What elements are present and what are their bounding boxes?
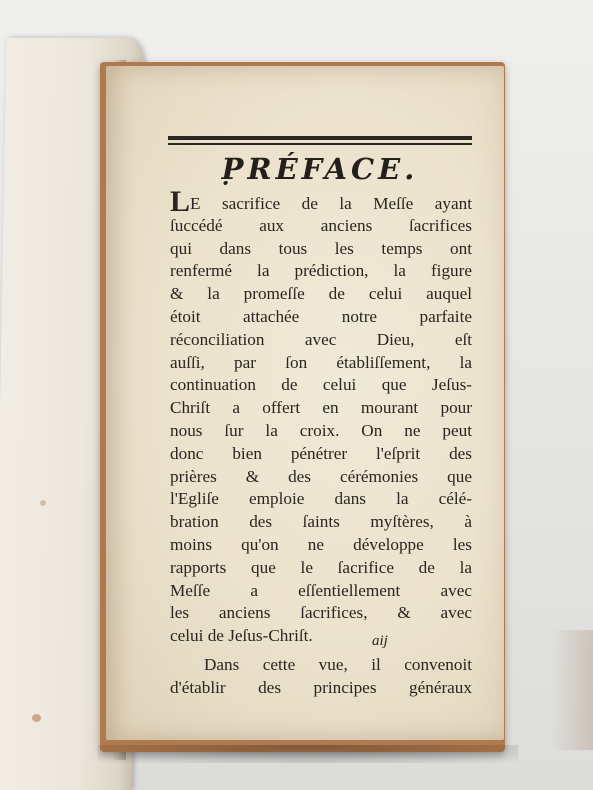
foxing-spot: [40, 500, 46, 506]
text-line: réconciliation avec Dieu, eſt: [170, 329, 472, 349]
text-line: qui dans tous les temps ont: [170, 238, 472, 258]
signature-mark: aij: [372, 633, 388, 649]
header-rule-thick: [168, 136, 472, 140]
text-line: LE sacrifice de la Meſſe ayant: [170, 185, 472, 218]
text-line: donc bien pénétrer l'eſprit des: [170, 443, 472, 463]
text-line: ſuccédé aux anciens ſacrifices: [170, 215, 472, 235]
text-line: d'établir des principes généraux: [170, 677, 472, 697]
text-line: renfermé la prédiction, la figure: [170, 261, 472, 281]
text-line: nous ſur la croix. On ne peut: [170, 420, 472, 440]
text-line: continuation de celui que Jeſus-: [170, 375, 472, 395]
text-line: auſſi, par ſon établiſſement, la: [170, 352, 472, 372]
text-line: Meſſe a eſſentiellement avec: [170, 580, 472, 600]
text-line: bration des ſaints myſtères, à: [170, 512, 472, 532]
text-line: les anciens ſacrifices, & avec: [170, 603, 472, 623]
body-text: [170, 185, 472, 700]
text-line: & la promeſſe de celui auquel: [170, 284, 472, 304]
header-rule-thin: [168, 143, 472, 145]
text-line: moins qu'on ne développe les: [170, 534, 472, 554]
book-shadow: [98, 745, 518, 763]
page-title: P̣RÉFACE.: [221, 152, 419, 186]
text-line: celui de Jeſus-Chriſt.: [170, 626, 313, 646]
text-line: Chriſt a offert en mourant pour: [170, 398, 472, 418]
text-line: prières & des cérémonies que: [170, 466, 472, 486]
drop-cap: L: [170, 185, 191, 218]
text-line: rapports que le ſacrifice de la: [170, 557, 472, 577]
text-line: Dans cette vue, il convenoit: [204, 654, 472, 674]
text-line: l'Egliſe emploie dans la célé-: [170, 489, 472, 509]
foxing-spot: [32, 714, 41, 722]
text-line: étoit attachée notre parfaite: [170, 306, 472, 326]
next-book-edge: [552, 630, 593, 750]
